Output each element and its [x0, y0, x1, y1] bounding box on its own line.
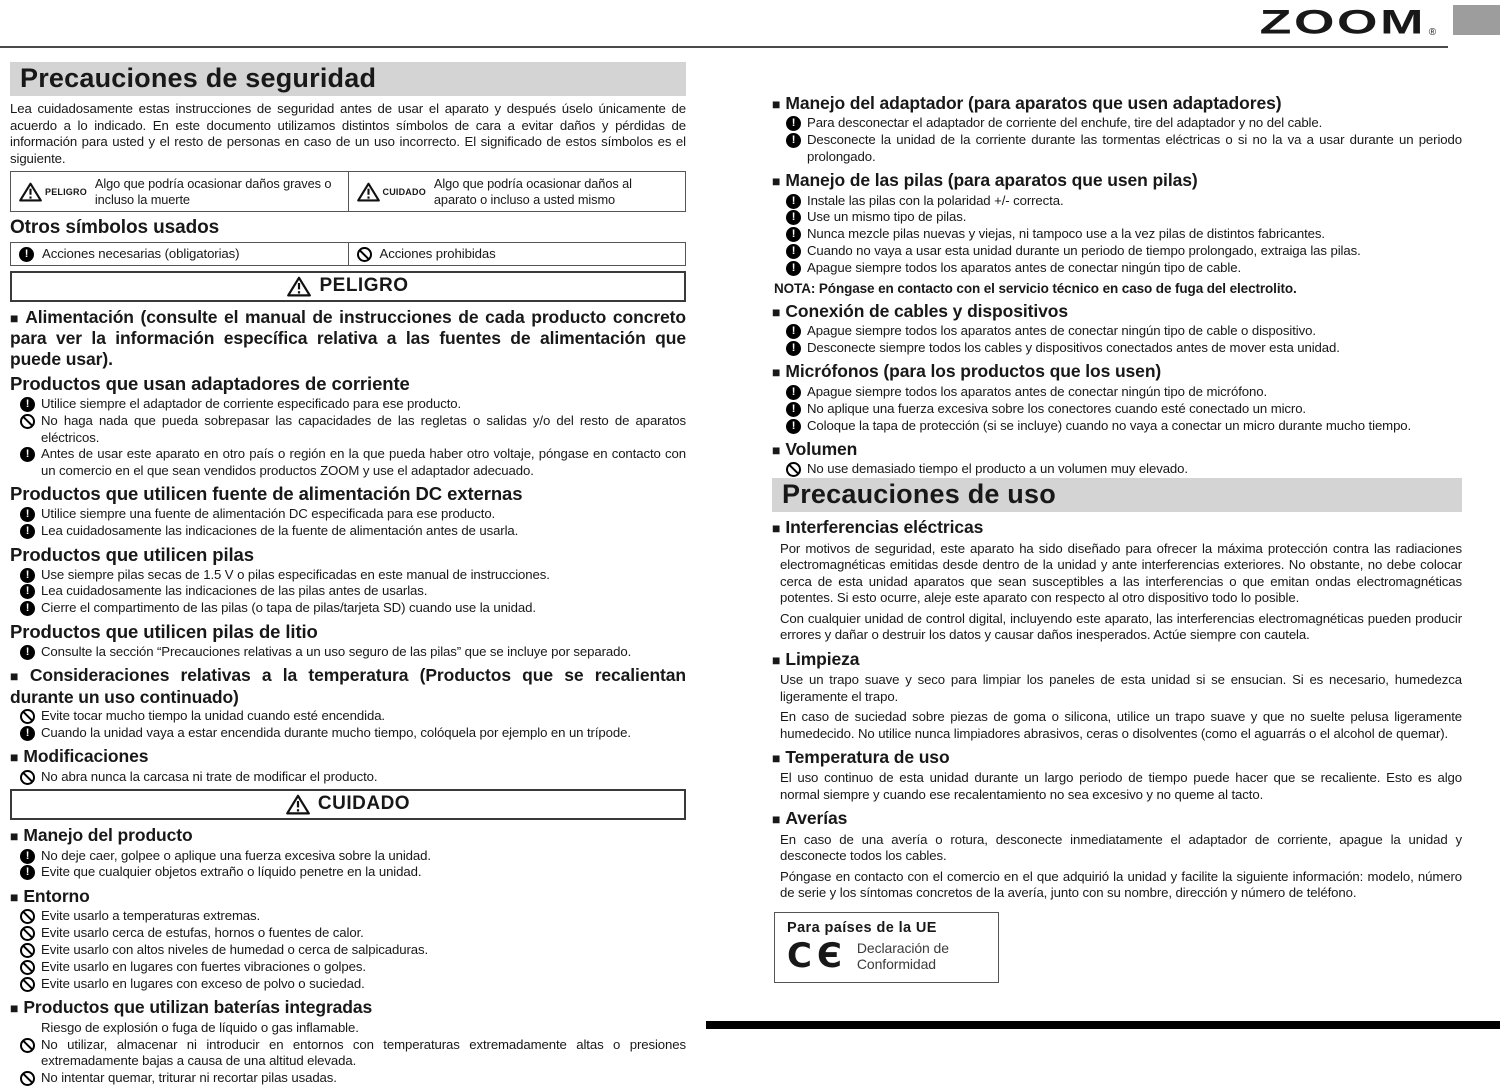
- instruction-item: [772, 340, 1462, 356]
- page-title: Precauciones de uso: [772, 478, 1462, 512]
- mandatory-icon: !: [20, 397, 35, 412]
- section-heading-text: Micrófonos (para los productos que los usen): [785, 361, 1162, 382]
- section-heading: [772, 808, 1462, 829]
- mandatory-icon: !: [786, 261, 801, 276]
- instruction-text: Evite usarlo con altos niveles de humedad o cerca de salpicaduras.: [41, 942, 429, 958]
- instruction-item: [10, 925, 686, 941]
- mandatory-icon: !: [786, 133, 801, 148]
- instruction-text: Lea cuidadosamente las indicaciones de las pilas antes de usarlas.: [41, 583, 428, 599]
- eu-declaration-box: [774, 912, 999, 983]
- mandatory-icon: !: [786, 419, 801, 434]
- mandatory-icon: !: [20, 865, 35, 880]
- warning-banner-text: CUIDADO: [317, 793, 411, 815]
- section-heading-text: Productos que utilizan baterías integradas: [23, 997, 373, 1018]
- section-heading-text: Volumen: [785, 438, 858, 459]
- prohibited-icon: [20, 909, 35, 924]
- instruction-text: Apague siempre todos los aparatos antes de conectar ningún tipo de cable o dispositivo.: [807, 322, 1316, 338]
- section-heading: [10, 886, 686, 907]
- mandatory-icon: !: [19, 247, 34, 262]
- prohibited-icon: [20, 1071, 35, 1086]
- section-heading-text: Consideraciones relativas a la temperatura (Productos que se recalientan durante un uso continuado): [10, 665, 686, 707]
- instruction-text: Desconecte la unidad de la corriente durante las tormentas eléctricas o si no la va a usar durante un periodo prolongado.: [807, 132, 1462, 164]
- instruction-item: [10, 864, 686, 880]
- section-heading-text: Limpieza: [785, 648, 860, 669]
- instruction-text: Use siempre pilas secas de 1.5 V o pilas especificadas en este manual de instrucciones.: [41, 566, 550, 582]
- group-heading: Productos que utilicen pilas de litio: [10, 620, 318, 642]
- zoom-logo: [1259, 2, 1436, 42]
- instruction-text: No aplique una fuerza excesiva sobre los conectores cuando esté conectado un micro.: [807, 400, 1306, 416]
- prohibited-icon: [20, 414, 35, 429]
- section-square-icon: ■: [10, 1000, 19, 1017]
- warning-level-label: CUIDADO: [382, 186, 426, 197]
- warning-triangle-icon: [357, 182, 380, 202]
- warning-icon-cluster: [19, 182, 87, 202]
- section-heading-text: Manejo del adaptador (para aparatos que usen adaptadores): [785, 93, 1282, 113]
- section-heading: [772, 170, 1462, 191]
- instruction-item: [10, 908, 686, 924]
- instruction-text: Utilice siempre el adaptador de corriente especificado para ese producto.: [41, 396, 462, 412]
- mandatory-icon: !: [20, 849, 35, 864]
- section-heading: [10, 746, 686, 767]
- section-heading: [772, 361, 1462, 382]
- warning-triangle-icon: [19, 182, 42, 202]
- instruction-item: [10, 959, 686, 975]
- section-heading: [772, 93, 1462, 114]
- instruction-item: [10, 396, 686, 412]
- instruction-item: [10, 583, 686, 599]
- section-square-icon: ■: [772, 520, 781, 537]
- mandatory-icon: !: [786, 324, 801, 339]
- section-square-icon: ■: [10, 668, 25, 685]
- symbol-description: Acciones necesarias (obligatorias): [42, 246, 240, 262]
- prohibited-icon: [20, 960, 35, 975]
- instruction-item: [10, 446, 686, 479]
- instruction-text: No use demasiado tiempo el producto a un volumen muy elevado.: [807, 461, 1188, 477]
- prohibited-icon: [20, 709, 35, 724]
- section-heading: [10, 997, 686, 1018]
- instruction-item: [10, 523, 686, 539]
- instruction-text: Lea cuidadosamente las indicaciones de la fuente de alimentación antes de usarla.: [41, 523, 519, 539]
- instruction-text: Apague siempre todos los aparatos antes de conectar ningún tipo de cable.: [807, 260, 1242, 276]
- instruction-text: Evite usarlo cerca de estufas, hornos o fuentes de calor.: [41, 925, 364, 941]
- instruction-item: [10, 1037, 686, 1070]
- instruction-text: Coloque la tapa de protección (si se incluye) cuando no vaya a conectar un micro durante mucho tiempo.: [807, 417, 1412, 433]
- warning-icon-cluster: [357, 182, 426, 202]
- instruction-text: Apague siempre todos los aparatos antes de conectar ningún tipo de micrófono.: [807, 383, 1268, 399]
- instruction-item: [10, 976, 686, 992]
- paragraph: El uso continuo de esta unidad durante un largo periodo de tiempo puede hacer que se recaliente. Esto es algo normal siempre y cuando ese recalentamiento no sea excesivo y no queme al tacto.: [780, 770, 1462, 802]
- instruction-text: Riesgo de explosión o fuga de líquido o gas inflamable.: [41, 1019, 359, 1035]
- section-heading: [10, 665, 686, 707]
- instruction-item: [772, 115, 1462, 131]
- mandatory-icon: !: [786, 385, 801, 400]
- right-column: [772, 88, 1462, 983]
- mandatory-icon: !: [20, 447, 35, 462]
- paragraph: En caso de suciedad sobre piezas de goma o silicona, utilice un trapo suave y que no suelte pelusa ligeramente humedecido. No utilice nunca limpiadores abrasivos, ceras o disolventes (como el aguarrás o el alcohol de quemar).: [780, 709, 1462, 741]
- instruction-text: Desconecte siempre todos los cables y dispositivos conectados antes de mover esta unidad.: [807, 339, 1340, 355]
- mandatory-icon: !: [786, 402, 801, 417]
- section-square-icon: ■: [772, 811, 781, 828]
- mandatory-icon: !: [20, 568, 35, 583]
- section-square-icon: ■: [10, 888, 19, 905]
- instruction-item: [10, 506, 686, 522]
- section-heading: [772, 301, 1462, 322]
- warning-legend-table: [10, 171, 686, 212]
- mandatory-icon: !: [786, 341, 801, 356]
- instruction-item: [10, 708, 686, 724]
- registered-mark: ®: [1428, 27, 1436, 38]
- group-heading: Productos que usan adaptadores de corriente: [10, 373, 410, 395]
- prohibited-icon: [20, 1038, 35, 1053]
- instruction-item: [772, 323, 1462, 339]
- paragraph: Use un trapo suave y seco para limpiar los paneles de esta unidad si se ensucian. Si es necesario, humedezca ligeramente el trapo.: [780, 672, 1462, 704]
- symbol-legend-cell: [348, 243, 686, 265]
- section-heading: [772, 517, 1462, 538]
- section-heading-text: Manejo del producto: [23, 825, 193, 846]
- mandatory-icon: !: [786, 194, 801, 209]
- instruction-item: [10, 942, 686, 958]
- left-column: [10, 62, 686, 1087]
- instruction-item: [772, 461, 1462, 477]
- instruction-item: [772, 243, 1462, 259]
- paragraph: Por motivos de seguridad, este aparato ha sido diseñado para ofrecer la máxima protección contra las radiaciones electromagnéticas emitidas desde dentro de la unidad y ante interferencias exteriores. No obstante, no debe colocar cerca de esta unidad aparatos que sean susceptibles a las interferencias o que emitan ondas electromagnéticas potentes. Si esto ocurre, aleje este aparato con respecto al otro dispositivo todo lo posible.: [780, 540, 1462, 606]
- section-heading: [10, 825, 686, 846]
- instruction-item: [772, 209, 1462, 225]
- warning-banner: [10, 789, 686, 820]
- section-heading-text: Interferencias eléctricas: [785, 517, 984, 538]
- prohibited-icon: [20, 770, 35, 785]
- instruction-item: [10, 644, 686, 660]
- instruction-item: [10, 769, 686, 785]
- instruction-item: [10, 1070, 686, 1086]
- mandatory-icon: !: [786, 244, 801, 259]
- mandatory-icon: !: [20, 584, 35, 599]
- paragraph: Con cualquier unidad de control digital, incluyendo este aparato, las interferencias electromagnéticas pueden producir errores y dañar o destruir los datos y causar daños inesperados. Actúe siempre con cautela.: [780, 610, 1462, 643]
- section-heading-text: Modificaciones: [23, 746, 149, 767]
- section-square-icon: ■: [772, 96, 781, 112]
- section-heading: [772, 439, 1462, 460]
- instruction-text: Nunca mezcle pilas nuevas y viejas, ni tampoco use a la vez pilas de distintos fabricantes.: [807, 226, 1325, 242]
- symbol-legend-table: [10, 242, 686, 266]
- instruction-text: Evite que cualquier objetos extraño o líquido penetre en la unidad.: [41, 864, 422, 880]
- warning-legend-cell: [11, 172, 348, 211]
- instruction-text: Evite tocar mucho tiempo la unidad cuando esté encendida.: [41, 708, 385, 723]
- instruction-item: [772, 418, 1462, 434]
- instruction-text: Use un mismo tipo de pilas.: [807, 209, 967, 225]
- section-heading-text: Averías: [785, 808, 848, 829]
- instruction-text: Cuando la unidad vaya a estar encendida durante mucho tiempo, colóquela por ejemplo en un trípode.: [41, 724, 631, 740]
- prohibited-icon: [20, 926, 35, 941]
- instruction-text: Para desconectar el adaptador de corriente del enchufe, tire del adaptador y no del cable.: [807, 115, 1323, 131]
- eu-box-row: [787, 935, 986, 976]
- instruction-text: Cierre el compartimento de las pilas (o tapa de pilas/tarjeta SD) cuando use la unidad.: [41, 600, 536, 616]
- instruction-item: [772, 226, 1462, 242]
- instruction-item: [10, 413, 686, 446]
- warning-level-label: PELIGRO: [45, 186, 87, 197]
- section-heading-text: Manejo de las pilas (para aparatos que usen pilas): [785, 170, 1198, 191]
- symbol-description: Acciones prohibidas: [379, 246, 496, 262]
- section-heading: [772, 747, 1462, 768]
- eu-declaration-text: Declaración de Conformidad: [856, 939, 949, 972]
- section-square-icon: ■: [772, 651, 781, 668]
- warning-level-description: Algo que podría ocasionar daños graves o incluso la muerte: [94, 176, 332, 207]
- prohibited-icon: [786, 462, 801, 477]
- instruction-text: Utilice siempre una fuente de alimentación DC especificada para ese producto.: [41, 506, 496, 522]
- zoom-logo-text: ZOOM: [1259, 3, 1426, 42]
- instruction-text: Cuando no vaya a usar esta unidad durante un periodo de tiempo prolongado, extraiga las pilas.: [807, 243, 1361, 259]
- instruction-item: [772, 260, 1462, 276]
- instruction-item: [772, 384, 1462, 400]
- mandatory-icon: !: [20, 507, 35, 522]
- instruction-text: No deje caer, golpee o aplique una fuerza excesiva sobre la unidad.: [41, 847, 431, 863]
- warning-banner-text: PELIGRO: [319, 275, 409, 296]
- section-heading: [10, 307, 686, 369]
- section-heading: [772, 649, 1462, 670]
- prohibited-icon: [357, 247, 372, 262]
- corner-grey-block: [1453, 5, 1500, 35]
- instruction-item: [772, 401, 1462, 417]
- prohibited-icon: [20, 943, 35, 958]
- section-square-icon: ■: [772, 364, 781, 381]
- instruction-text: Evite usarlo en lugares con exceso de polvo o suciedad.: [41, 975, 365, 991]
- symbol-legend-cell: [11, 243, 348, 265]
- instruction-item: [10, 567, 686, 583]
- warning-level-description: Algo que podría ocasionar daños al aparato o incluso a usted mismo: [433, 176, 632, 207]
- mandatory-icon: !: [20, 601, 35, 616]
- mandatory-icon: !: [786, 210, 801, 225]
- instruction-item: [10, 600, 686, 616]
- mandatory-icon: !: [786, 227, 801, 242]
- prohibited-icon: [20, 977, 35, 992]
- section-square-icon: ■: [772, 750, 781, 767]
- warning-banner: [10, 271, 686, 302]
- instruction-item: [772, 193, 1462, 209]
- section-heading-text: Conexión de cables y dispositivos: [785, 300, 1068, 321]
- section-heading-text: Temperatura de uso: [785, 747, 950, 768]
- instruction-item: [10, 848, 686, 864]
- section-heading-text: Entorno: [23, 885, 90, 906]
- page-edge-bar: [706, 1021, 1500, 1029]
- mandatory-icon: !: [20, 524, 35, 539]
- ce-mark-icon: CЄ: [787, 935, 847, 976]
- instruction-text: Evite usarlo en lugares con fuertes vibraciones o golpes.: [41, 958, 366, 974]
- instruction-text: Evite usarlo a temperaturas extremas.: [41, 908, 261, 924]
- section-heading-text: Alimentación (consulte el manual de instrucciones de cada producto concreto para ver la información específica relativa a las fuentes de alimentación que puede usar).: [10, 307, 686, 369]
- paragraph: En caso de una avería o rotura, desconecte inmediatamente el adaptador de corriente, apague la unidad y desconecte todos los cables.: [780, 831, 1462, 864]
- paragraph: Póngase en contacto con el comercio en el que adquirió la unidad y facilite la siguiente información: modelo, número de serie y los síntomas concretos de la avería, junto con su nombre, dirección y número de teléfono.: [780, 868, 1462, 901]
- instruction-item: [10, 1020, 686, 1036]
- instruction-item: [10, 725, 686, 741]
- header-rule: [0, 46, 1448, 48]
- section-square-icon: ■: [772, 173, 781, 190]
- no-icon-spacer: [20, 1021, 35, 1036]
- group-heading: Productos que utilicen fuente de alimentación DC externas: [10, 483, 523, 505]
- paragraph: Lea cuidadosamente estas instrucciones de seguridad antes de usar el aparato y después úselo únicamente de acuerdo a lo indicado. En este documento utilizamos distintos símbolos de cara a evitar daños y pérdidas de información para usted y el resto de personas en caso de un uso incorrecto. El significado de estos símbolos es el siguiente.: [10, 101, 686, 166]
- section-square-icon: ■: [772, 303, 781, 320]
- page-title: Precauciones de seguridad: [10, 62, 686, 96]
- warning-legend-cell: [348, 172, 686, 211]
- subheading: Otros símbolos usados: [10, 217, 220, 238]
- mandatory-icon: !: [20, 645, 35, 660]
- instruction-text: No utilizar, almacenar ni introducir en entornos con temperaturas extremadamente altas o presiones extremadamente bajas a causa de una altitud elevada.: [41, 1036, 686, 1068]
- instruction-text: No abra nunca la carcasa ni trate de modificar el producto.: [41, 768, 378, 784]
- mandatory-icon: !: [20, 726, 35, 741]
- instruction-text: No haga nada que pueda sobrepasar las capacidades de las regletas o salidas y/o del resto de aparatos eléctricos.: [41, 413, 686, 445]
- instruction-text: Antes de usar este aparato en otro país o región en la que pueda haber otro voltaje, póngase en contacto con un comercio en el que sean vendidos productos ZOOM y use el adaptador adecuado.: [41, 446, 686, 478]
- section-square-icon: ■: [10, 828, 19, 845]
- warning-triangle-icon: [287, 276, 311, 297]
- section-square-icon: ■: [10, 310, 21, 326]
- warning-triangle-icon: [286, 794, 310, 815]
- instruction-text: Instale las pilas con la polaridad +/- correcta.: [807, 192, 1064, 208]
- instruction-text: No intentar quemar, triturar ni recortar pilas usadas.: [41, 1069, 337, 1085]
- section-square-icon: ■: [10, 749, 19, 766]
- note-text: NOTA: Póngase en contacto con el servicio técnico en caso de fuga del electrolito.: [774, 280, 1297, 296]
- mandatory-icon: !: [786, 116, 801, 131]
- instruction-item: [772, 132, 1462, 165]
- instruction-text: Consulte la sección “Precauciones relativas a un uso seguro de las pilas” que se incluye por separado.: [41, 643, 632, 659]
- section-square-icon: ■: [772, 441, 781, 458]
- eu-box-title: Para países de la UE: [787, 919, 937, 936]
- group-heading: Productos que utilicen pilas: [10, 543, 254, 565]
